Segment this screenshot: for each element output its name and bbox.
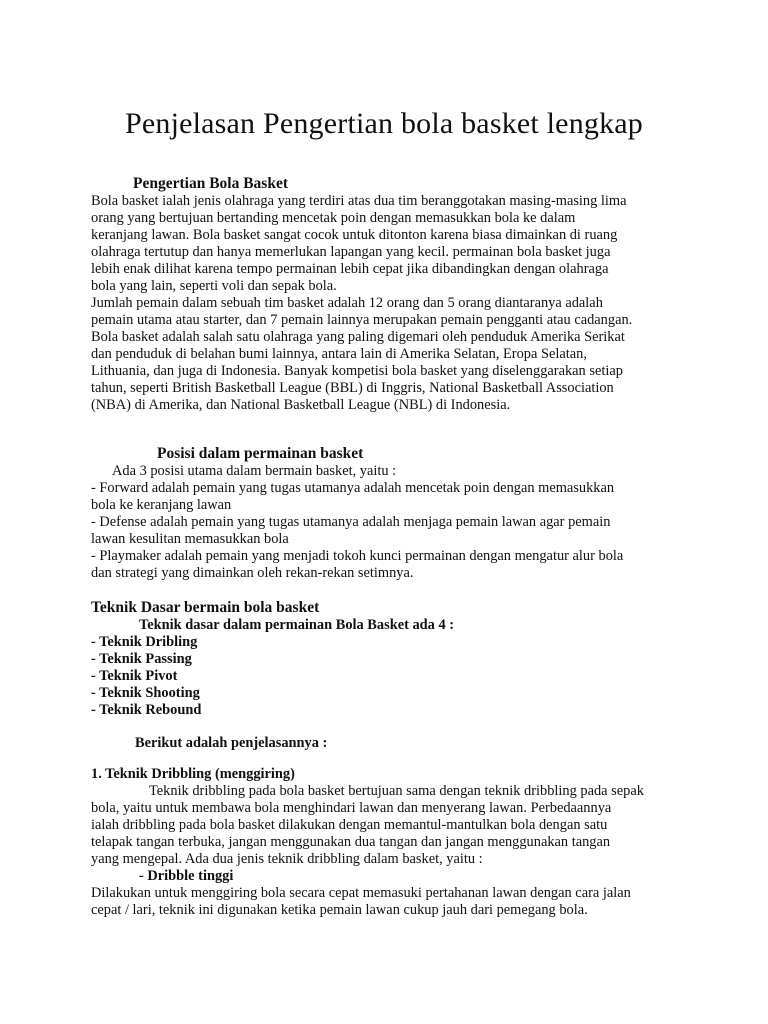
paragraph-line: pemain utama atau starter, dan 7 pemain lainnya merupakan pemain pengganti atau cadangan. xyxy=(91,312,633,328)
list-line: - Defense adalah pemain yang tugas utamanya adalah menjaga pemain lawan agar pemain xyxy=(91,514,611,530)
paragraph-line: yang mengepal. Ada dua jenis teknik dribbling dalam basket, yaitu : xyxy=(91,851,483,867)
paragraph-line: keranjang lawan. Bola basket sangat cocok untuk ditonton karena biasa dimainkan di ruang xyxy=(91,227,618,243)
paragraph-line: telapak tangan terbuka, jangan menggunakan dua tangan dan jangan menggunakan tangan xyxy=(91,834,611,850)
list-item: - Teknik Shooting xyxy=(91,685,200,701)
section-pengertian xyxy=(91,174,681,414)
paragraph-line: bola yang lain, seperti voli dan sepak bola. xyxy=(91,278,337,294)
paragraph-line: lebih enak dilihat karena tempo permainan lebih cepat jika dibandingkan dengan olahraga xyxy=(91,261,609,277)
section-teknik-dasar xyxy=(91,598,681,719)
section-heading: Pengertian Bola Basket xyxy=(133,175,288,192)
paragraph-line: cepat / lari, teknik ini digunakan ketika pemain lawan cukup jauh dari pemegang bola. xyxy=(91,902,588,918)
section-dribbling xyxy=(91,766,681,919)
paragraph-line: Ada 3 posisi utama dalam bermain basket, yaitu : xyxy=(112,463,397,479)
list-item: - Teknik Rebound xyxy=(91,702,202,718)
sub-heading: - Dribble tinggi xyxy=(139,868,234,884)
section-heading: Teknik Dasar bermain bola basket xyxy=(91,599,320,616)
paragraph-line: bola, yaitu untuk membawa bola menghindari lawan dan menyerang lawan. Perbedaannya xyxy=(91,800,612,816)
list-line: - Playmaker adalah pemain yang menjadi tokoh kunci permainan dengan mengatur alur bola xyxy=(91,548,624,564)
paragraph-line: ialah dribbling pada bola basket dilakukan dengan memantul-mantulkan bola dengan satu xyxy=(91,817,608,833)
page-title: Penjelasan Pengertian bola basket lengkap xyxy=(124,107,644,140)
paragraph-line: Bola basket adalah salah satu olahraga yang paling digemari oleh penduduk Amerika Serikat xyxy=(91,329,625,345)
list-line: dan strategi yang dimainkan oleh rekan-rekan setimnya. xyxy=(91,565,414,581)
list-item: - Teknik Passing xyxy=(91,651,192,667)
list-item: - Teknik Dribling xyxy=(91,634,198,650)
list-item: - Teknik Pivot xyxy=(91,668,178,684)
paragraph-line: orang yang bertujuan bertanding mencetak poin dengan memasukkan bola ke dalam xyxy=(91,210,576,226)
section-intro: Teknik dasar dalam permainan Bola Basket ada 4 : xyxy=(139,617,455,633)
paragraph-line: Bola basket ialah jenis olahraga yang terdiri atas dua tim beranggotakan masing-masing lima xyxy=(91,193,627,209)
section-penjelasan xyxy=(91,735,681,752)
paragraph-line: Dilakukan untuk menggiring bola secara cepat memasuki pertahanan lawan dengan cara jalan xyxy=(91,885,631,901)
paragraph-line: (NBA) di Amerika, dan National Basketball League (NBL) di Indonesia. xyxy=(91,397,511,413)
list-line: bola ke keranjang lawan xyxy=(91,497,232,513)
section-heading: Berikut adalah penjelasannya : xyxy=(135,735,328,751)
paragraph-line: tahun, seperti British Basketball League (BBL) di Inggris, National Basketball Association xyxy=(91,380,614,396)
list-line: lawan kesulitan memasukkan bola xyxy=(91,531,289,547)
section-posisi xyxy=(91,444,681,582)
paragraph-line: Jumlah pemain dalam sebuah tim basket adalah 12 orang dan 5 orang diantaranya adalah xyxy=(91,295,603,311)
list-line: - Forward adalah pemain yang tugas utamanya adalah mencetak poin dengan memasukkan xyxy=(91,480,615,496)
paragraph-line: olahraga tertutup dan hanya memerlukan lapangan yang kecil. permainan bola basket juga xyxy=(91,244,611,260)
section-heading: 1. Teknik Dribbling (menggiring) xyxy=(91,766,295,782)
paragraph-line: Teknik dribbling pada bola basket bertujuan sama dengan teknik dribbling pada sepak xyxy=(149,783,644,799)
section-heading: Posisi dalam permainan basket xyxy=(157,445,364,462)
paragraph-line: Lithuania, dan juga di Indonesia. Banyak kompetisi bola basket yang diselenggarakan setiap xyxy=(91,363,623,379)
paragraph-line: dan penduduk di belahan bumi lainnya, antara lain di Amerika Selatan, Eropa Selatan, xyxy=(91,346,587,362)
